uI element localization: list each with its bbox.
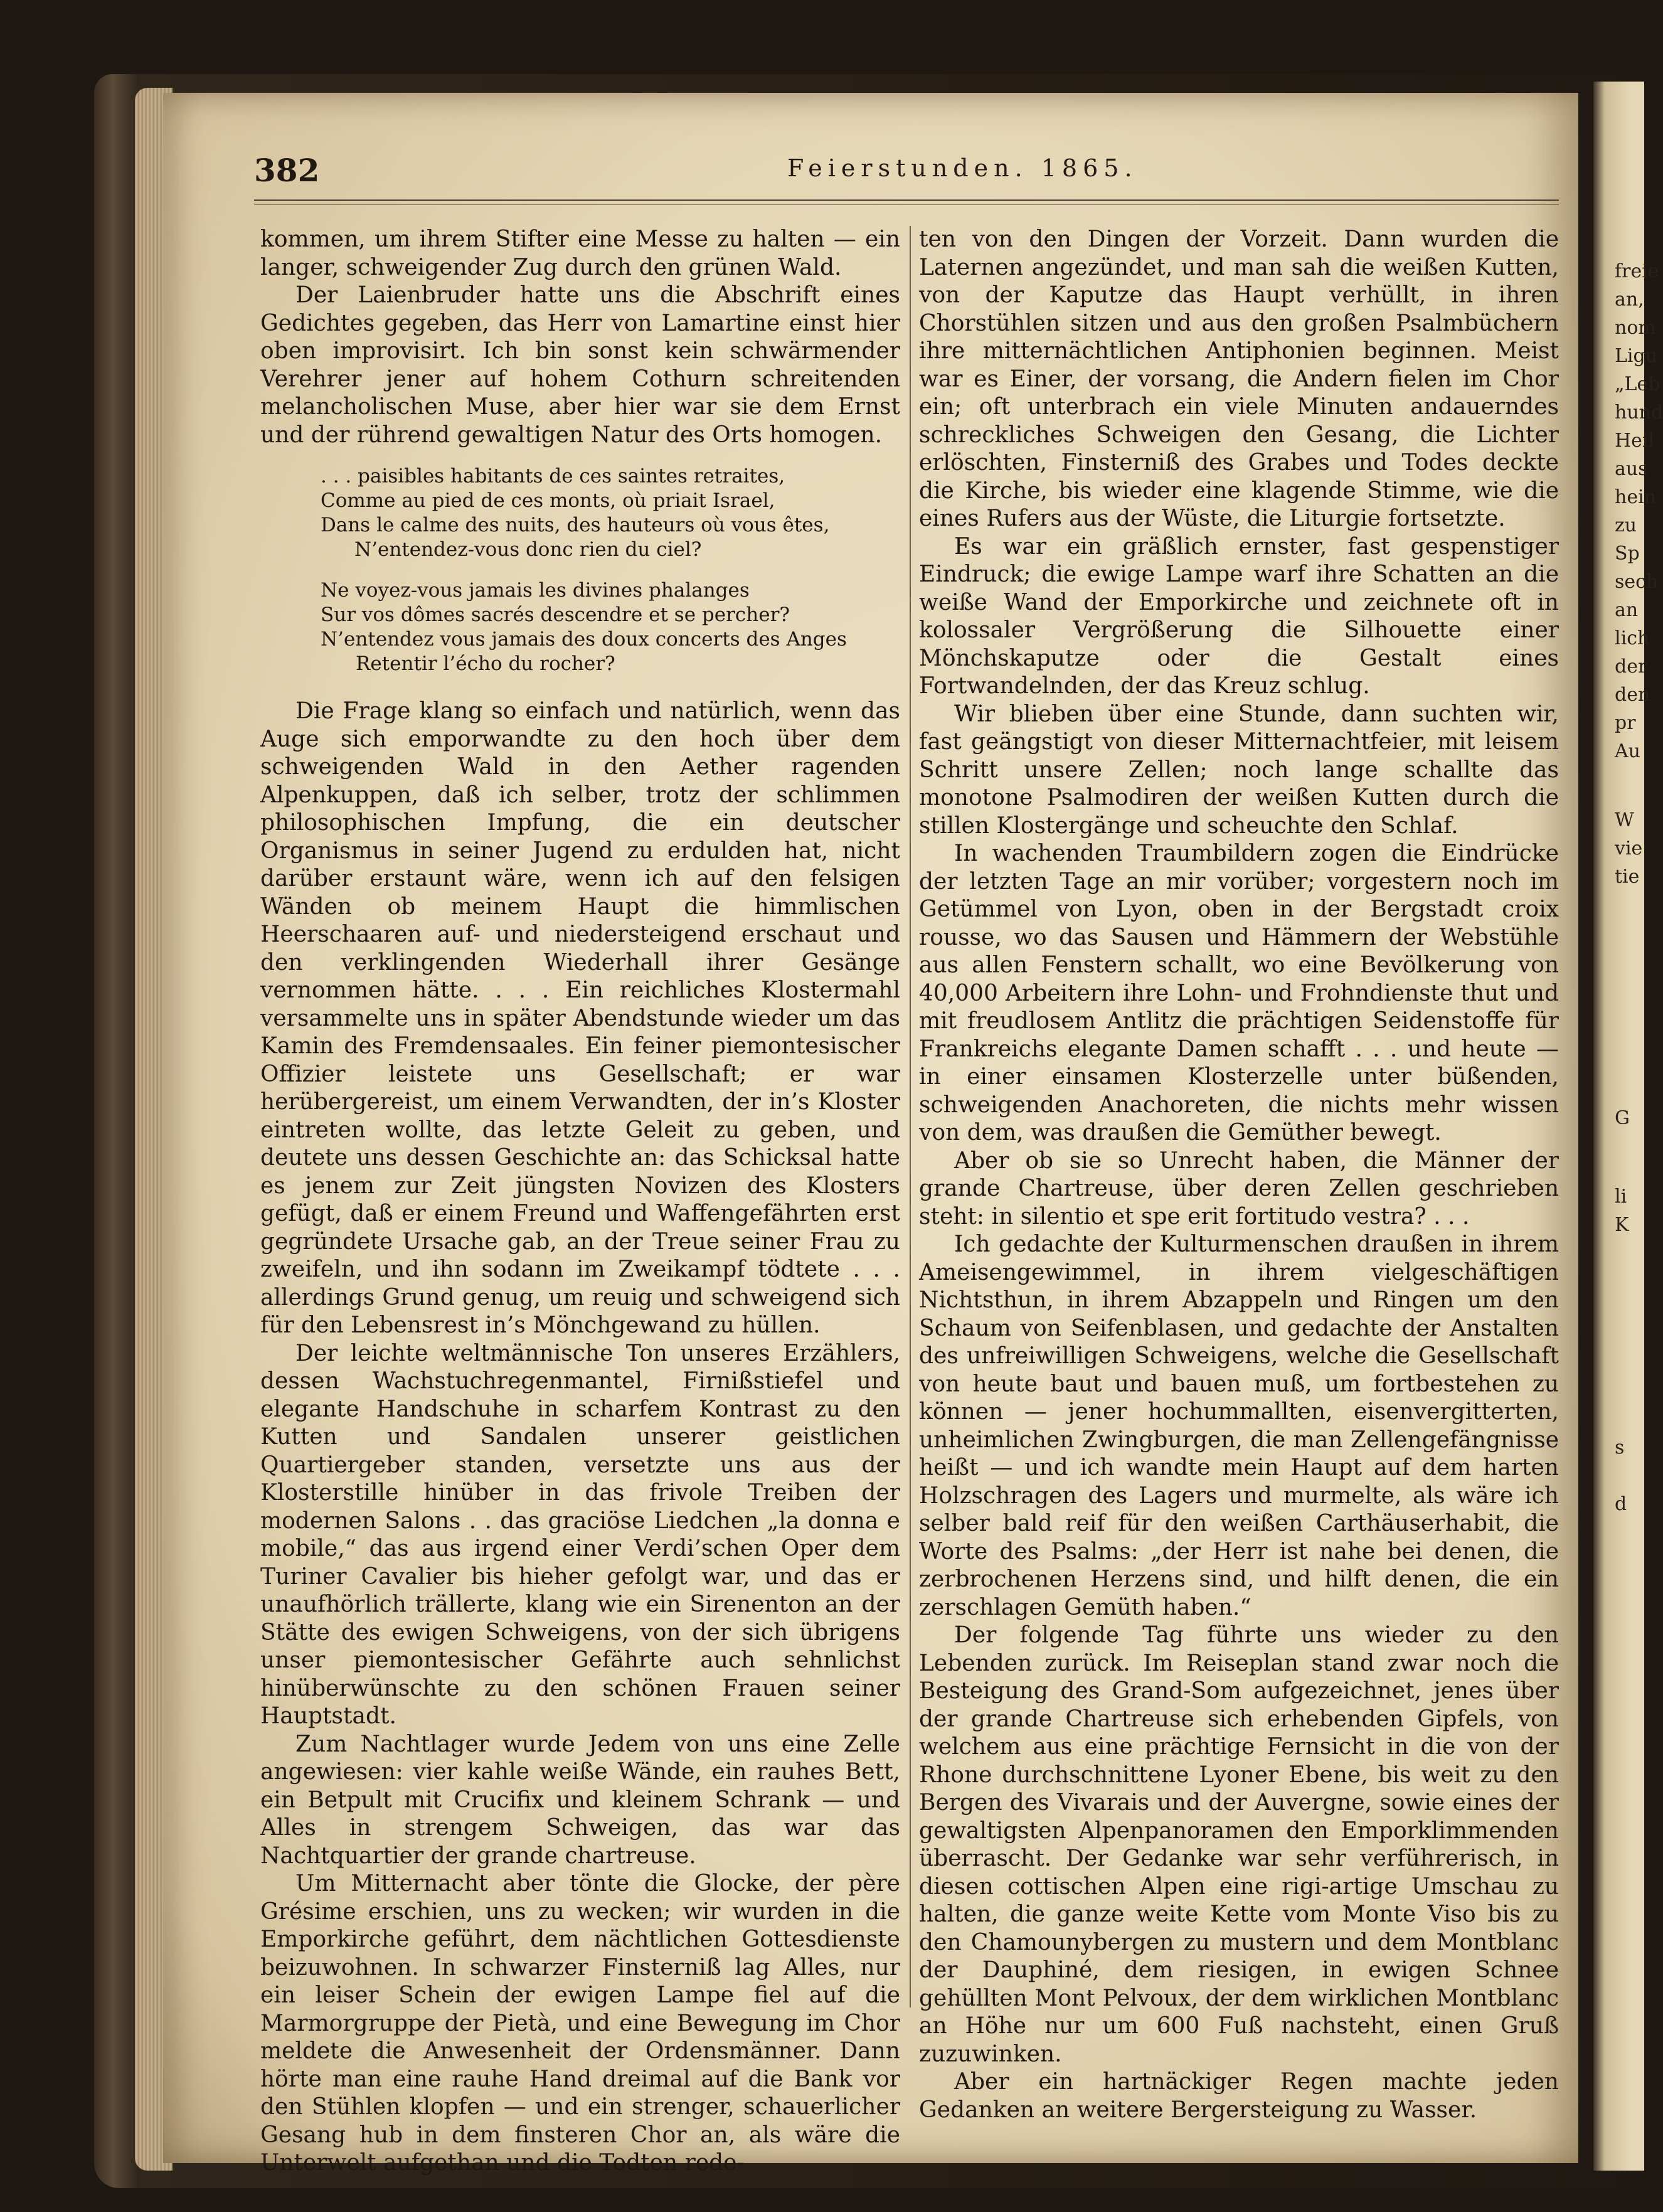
paragraph: Wir blieben über eine Stunde, dann suchten wir, fast geängstigt von dieser Mitternachtfeier, mit leisem Schritt unsere Zellen; noch lange schallte das monotone Psalmodiren der weißen Kutten durch die stillen Klostergänge und scheuchte den Schlaf. xyxy=(919,701,1559,839)
poem-line: Sur vos dômes sacrés descendre et se percher? xyxy=(321,604,790,626)
next-page-fragment: lich xyxy=(1615,627,1650,649)
next-page-fragment: Ligu xyxy=(1615,345,1658,367)
poem-stanza xyxy=(321,464,900,562)
next-page-fragment: vie xyxy=(1615,837,1643,859)
next-page-fragment: an, xyxy=(1615,289,1644,311)
next-page-fragment: G xyxy=(1615,1107,1630,1129)
next-page-fragment: hund xyxy=(1615,401,1663,423)
next-page-fragment: Au xyxy=(1615,740,1640,762)
paragraph: ten von den Dingen der Vorzeit. Dann wurden die Laternen angezündet, und man sah die weißen Kutten, von der Kaputze das Haupt verhüllt, in ihren Chorstühlen sitzen und aus den großen Psalmbüchern ihre mitternächtlichen Antiphonien beginnen. Meist war es Einer, der vorsang, die Andern fielen im Chor ein; oft unterbrach ein viele Minuten andauerndes schreckliches Schweigen den Gesang, die Lichter erlöschten, Finsterniß des Grabes und Todes deckte die Kirche, bis wieder eine klagende Stimme, wie die eines Rufers aus der Wüste, die Liturgie fortsetzte. xyxy=(919,226,1559,531)
paragraph: In wachenden Traumbildern zogen die Eindrücke der letzten Tage an mir vorüber; vorgestern noch im Getümmel von Lyon, oben in der Bergstadt croix rousse, wo das Sausen und Hämmern der Webstühle aus allen Fenstern schallt, wo eine Bevölkerung von 40,000 Arbeitern ihre Lohn- und Frohndienste thut und mit freudlosem Antlitz die prächtigen Seidenstoffe für Frankreichs elegante Damen schafft . . . und heute — in einer einsamen Klosterzelle unter büßenden, schweigenden Anachoreten, die nichts mehr wissen von dem, was draußen die Gemüther bewegt. xyxy=(919,841,1559,1146)
paragraph: Zum Nachtlager wurde Jedem von uns eine Zelle angewiesen: vier kahle weiße Wände, ein rauhes Bett, ein Betpult mit Crucifix und kleinem Schrank — und Alles in strengem Schweigen, das war das Nachtquartier der grande chartreuse. xyxy=(260,1731,900,1869)
next-page-fragment: pr xyxy=(1615,712,1636,734)
page-header xyxy=(254,152,1559,196)
next-page-fragment: zu xyxy=(1615,514,1637,536)
paragraph: Der folgende Tag führte uns wieder zu den Lebenden zurück. Im Reiseplan stand zwar noch die Besteigung des Grand-Som aufgezeichnet, jenes über der grande Chartreuse sich erhebenden Gipfels, von welchem aus eine prächtige Fernsicht in die von der Rhone durchschnittene Lyoner Ebene, bis weit zu den Bergen des Vivarais und der Auvergne, sowie eines der gewaltigsten Alpenpanoramen den Emporklimmenden überrascht. Der Gedanke war sehr verführerisch, in diesen cottischen Alpen eine rigi-artige Umschau zu halten, die ganze weite Kette vom Monte Viso bis zu den Chamounybergen zu mustern und dem Montblanc der Dauphiné, dem riesigen, in ewigen Schnee gehüllten Mont Pelvoux, der dem wirklichen Montblanc an Höhe nur um 600 Fuß nachsteht, einen Gruß zuzuwinken. xyxy=(919,1622,1559,2067)
paragraph: Der leichte weltmännische Ton unseres Erzählers, dessen Wachstuchregenmantel, Firnißstiefel und elegante Handschuhe in scharfem Kontrast zu den Kutten und Sandalen unserer geistlichen Quartiergeber standen, versetzte uns aus der Klosterstille hinüber in das frivole Treiben der modernen Salons . . das graciöse Liedchen „la donna e mobile,“ das aus irgend einer Verdi’schen Oper dem Turiner Cavalier bis hieher gefolgt war, und das er unaufhörlich trällerte, klang wie ein Sirenenton an der Stätte des ewigen Schweigens, von der sich übrigens unser piemontesischer Gefährte auch sehnlichst hinüberwünschte zu den schönen Frauen seiner Hauptstadt. xyxy=(260,1340,900,1729)
poem-line: Comme au pied de ces monts, où priait Israel, xyxy=(321,489,775,512)
next-page-fragment: den xyxy=(1615,684,1650,706)
paragraph: Der Laienbruder hatte uns die Abschrift eines Gedichtes gegeben, das Herr von Lamartine einst hier oben improvisirt. Ich bin sonst kein schwärmender Verehrer jener auf hohem Cothurn schreitenden melancholischen Muse, aber hier war sie dem Ernst und der rührend gewaltigen Natur des Orts homogen. xyxy=(260,282,900,448)
next-page-fragment: nom xyxy=(1615,317,1656,339)
poem-line: N’entendez-vous donc rien du ciel? xyxy=(354,538,702,561)
column-divider xyxy=(910,226,911,2007)
poem-line: . . . paisibles habitants de ces saintes retraites, xyxy=(321,465,785,487)
poem-line: Retentir l’écho du rocher? xyxy=(356,652,615,675)
next-page-fragment: s xyxy=(1615,1437,1625,1459)
next-page-fragment: W xyxy=(1615,809,1634,831)
paragraph: Um Mitternacht aber tönte die Glocke, der père Grésime erschien, uns zu wecken; wir wurden in die Emporkirche geführt, dem nächtlichen Gottesdienste beizuwohnen. In schwarzer Finsterniß lag Alles, nur ein leiser Schein der ewigen Lampe fiel auf die Marmorgruppe der Pietà, und eine Bewegung im Chor meldete die Anwesenheit der Ordensmänner. Dann hörte man eine rauhe Hand dreimal auf die Bank vor den Stühlen klopfen — und ein strenger, schauerlicher Gesang hub in dem finsteren Chor an, als wäre die Unterwelt aufgethan und die Todten rede- xyxy=(260,1871,900,2176)
next-page-fragment: d xyxy=(1615,1493,1627,1515)
page-number: 382 xyxy=(254,152,320,189)
paragraph: Es war ein gräßlich ernster, fast gespenstiger Eindruck; die ewige Lampe warf ihre Schatten an die weiße Wand der Emporkirche und zeichnete oft in kolossaler Vergrößerung die Silhouette einer Mönchskaputze oder die Gestalt eines Fortwandelnden, der das Kreuz schlug. xyxy=(919,533,1559,699)
next-page-fragment: li xyxy=(1615,1186,1627,1208)
next-page-fragment: hein xyxy=(1615,486,1656,508)
paragraph: Aber ob sie so Unrecht haben, die Männer der grande Chartreuse, über deren Zellen geschrieben steht: in silentio et spe erit fortitudo vestra? . . . xyxy=(919,1147,1559,1230)
paragraph: kommen, um ihrem Stifter eine Messe zu halten — ein langer, schweigender Zug durch den grünen Wald. xyxy=(260,226,900,280)
next-page-fragment: sech xyxy=(1615,571,1659,593)
poem-quote xyxy=(321,464,900,676)
poem-line: N’entendez vous jamais des doux concerts des Anges xyxy=(321,628,847,651)
left-column xyxy=(260,226,900,2177)
running-title: Feierstunden. 1865. xyxy=(787,154,1138,182)
next-page-edge xyxy=(1593,82,1663,2171)
next-page-fragment: „Leb xyxy=(1615,373,1660,395)
next-page-fragment: K xyxy=(1615,1214,1629,1236)
next-page-fragment: tie xyxy=(1615,866,1640,888)
poem-line: Ne voyez-vous jamais les divines phalanges xyxy=(321,579,750,602)
next-page-fragment: freie xyxy=(1615,260,1659,282)
paragraph: Die Frage klang so einfach und natürlich, wenn das Auge sich emporwandte zu den hoch über dem schweigenden Wald in den Aether ragenden Alpenkuppen, daß ich selber, trotz der schlimmen philosophischen Impfung, die ein deutscher Organismus in seiner Jugend zu erdulden hat, nicht darüber erstaunt wäre, wenn ich auf den felsigen Wänden ob meinem Haupt die himmlischen Heerschaaren auf- und niedersteigend erschaut und den verklingenden Wiederhall ihrer Gesänge vernommen hätte. . . . Ein reichliches Klostermahl versammelte uns in später Abendstunde wieder um das Kamin des Fremdensaales. Ein feiner piemontesischer Offizier leistete uns Gesellschaft; er war herübergereist, um einem Verwandten, der in’s Kloster eintreten wollte, das letzte Geleit zu geben, und deutete uns dessen Geschichte an: das Schicksal hatte es jenem zur Zeit jüngsten Novizen des Klosters gefügt, daß er einem Freund und Waffengefährten erst gegründete Ursache gab, an der Treue seiner Frau zu zweifeln, und ihn sodann im Zweikampf tödtete . . . allerdings Grund genug, um reuig und schweigend sich für den Lebensrest in’s Mönchgewand zu hüllen. xyxy=(260,698,900,1338)
next-page-fragment: aus xyxy=(1615,458,1648,480)
next-page-fragment: der xyxy=(1615,656,1647,678)
next-page-fragment: Heil xyxy=(1615,430,1655,452)
paragraph: Aber ein hartnäckiger Regen machte jeden Gedanken an weitere Bergersteigung zu Wasser. xyxy=(919,2069,1559,2123)
right-column xyxy=(919,226,1559,2124)
paragraph: Ich gedachte der Kulturmenschen draußen in ihrem Ameisengewimmel, in ihrem vielgeschäftigen Nichtsthun, in ihrem Abzappeln und Ringen um den Schaum von Seifenblasen, und gedachte der Anstalten des unfreiwilligen Schweigens, welche die Gesellschaft von heute baut und bauen muß, um fortbestehen zu können — jener hochummallten, eisenvergitterten, unheimlichen Zwingburgen, die man Zellengefängnisse heißt — und ich wandte mein Haupt auf dem harten Holzschragen des Lagers und murmelte, als wäre ich selber bald reif für den weißen Carthäuserhabit, die Worte des Psalms: „der Herr ist nahe bei denen, die zerbrochenen Herzens sind, und hilft denen, die ein zerschlagen Gemüth haben.“ xyxy=(919,1231,1559,1620)
poem-line: Dans le calme des nuits, des hauteurs où vous êtes, xyxy=(321,514,830,536)
header-rule xyxy=(254,199,1559,205)
poem-stanza xyxy=(321,578,900,676)
next-page-fragment: Sp xyxy=(1615,543,1640,565)
next-page-fragment: an xyxy=(1615,599,1639,621)
